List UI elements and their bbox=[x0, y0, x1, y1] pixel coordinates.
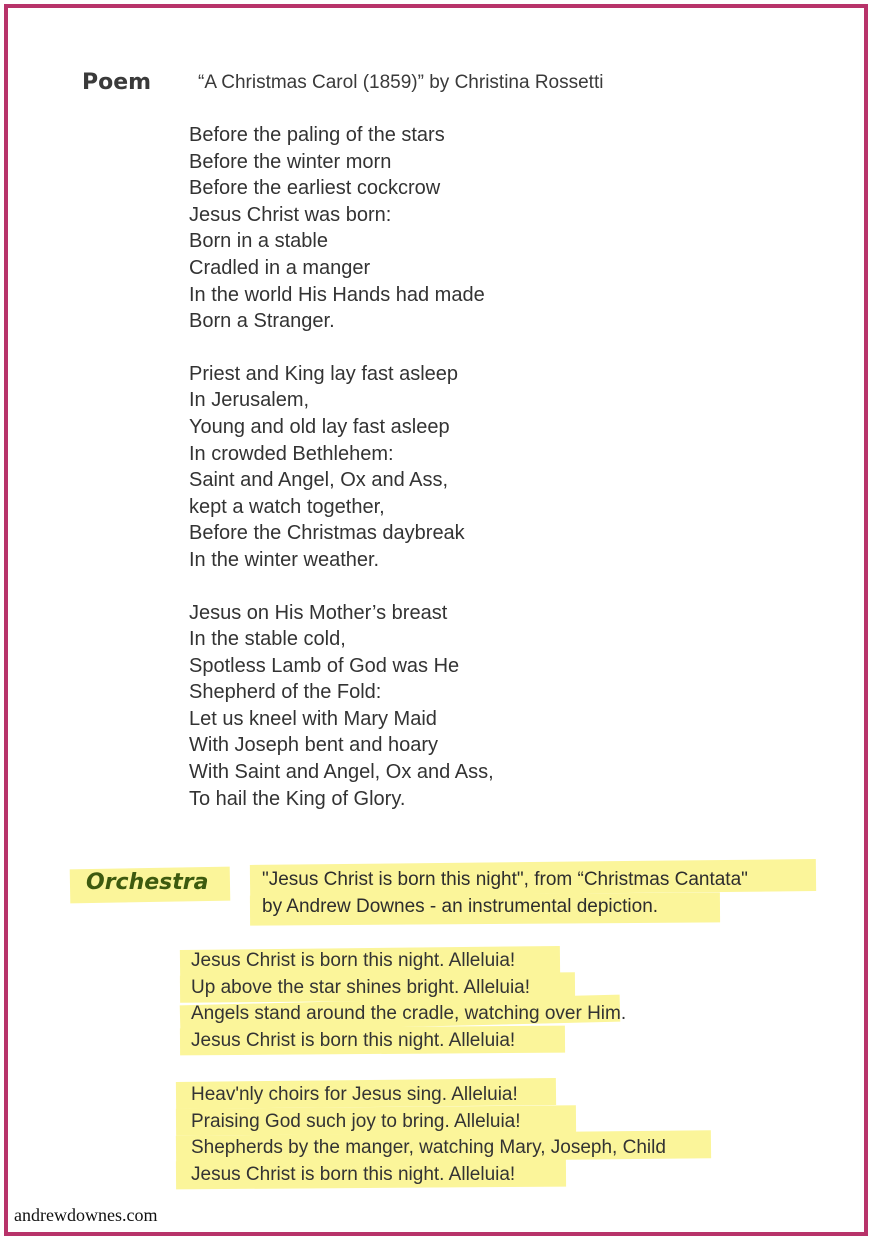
poem-line: Before the earliest cockcrow bbox=[189, 177, 441, 200]
lyric-line: Heav'nly choirs for Jesus sing. Alleluia! bbox=[191, 1084, 518, 1105]
poem-line: In the winter weather. bbox=[189, 548, 380, 571]
poem-line: Cradled in a manger bbox=[189, 256, 371, 279]
poem-stanza-3 bbox=[189, 600, 749, 813]
poem-line: Saint and Angel, Ox and Ass, bbox=[189, 469, 449, 492]
poem-line: In crowded Bethlehem: bbox=[189, 442, 394, 465]
poem-line: Shepherd of the Fold: bbox=[189, 681, 382, 704]
lyric-line: Jesus Christ is born this night. Alleluia! bbox=[191, 950, 516, 971]
poem-line: Before the Christmas daybreak bbox=[189, 522, 465, 545]
orchestra-title-line: by Andrew Downes - an instrumental depiction. bbox=[262, 896, 659, 917]
poem-line: With Saint and Angel, Ox and Ass, bbox=[189, 761, 494, 784]
poem-line: With Joseph bent and hoary bbox=[189, 734, 439, 757]
orchestra-title-line: "Jesus Christ is born this night", from “Christmas Cantata" bbox=[262, 869, 748, 890]
lyric-line: Shepherds by the manger, watching Mary, Joseph, Child bbox=[191, 1137, 666, 1158]
poem-line: Priest and King lay fast asleep bbox=[189, 362, 459, 385]
lyrics-stanza-2 bbox=[191, 1082, 831, 1188]
site-url: andrewdownes.com bbox=[14, 1205, 158, 1225]
poem-line: Let us kneel with Mary Maid bbox=[189, 707, 437, 730]
poem-line: Young and old lay fast asleep bbox=[189, 415, 450, 438]
poem-body bbox=[189, 122, 749, 838]
lyric-line: Angels stand around the cradle, watching over Him. bbox=[191, 1003, 627, 1024]
poem-line: Jesus Christ was born: bbox=[189, 203, 392, 226]
poem-line: Born in a stable bbox=[189, 230, 328, 253]
poem-line: To hail the King of Glory. bbox=[189, 787, 406, 810]
poem-line: In Jerusalem, bbox=[189, 389, 310, 412]
poem-line: Before the winter morn bbox=[189, 150, 392, 173]
poem-line: kept a watch together, bbox=[189, 495, 385, 518]
lyric-line: Jesus Christ is born this night. Alleluia! bbox=[191, 1163, 516, 1185]
lyric-line: Praising God such joy to bring. Alleluia! bbox=[191, 1110, 521, 1132]
poem-stanza-1 bbox=[189, 122, 749, 335]
lyric-line: Jesus Christ is born this night. Alleluia! bbox=[191, 1029, 516, 1051]
lyric-line: Up above the star shines bright. Alleluia! bbox=[191, 976, 531, 998]
poem-line: In the stable cold, bbox=[189, 628, 346, 651]
orchestra-lyrics bbox=[191, 948, 831, 1216]
poem-title: “A Christmas Carol (1859)” by Christina Rossetti bbox=[198, 72, 604, 93]
poem-line: Born a Stranger. bbox=[189, 310, 335, 333]
poem-line: Spotless Lamb of God was He bbox=[189, 654, 460, 677]
poem-line: Before the paling of the stars bbox=[189, 124, 445, 146]
poem-section-label: Poem bbox=[82, 70, 152, 95]
lyrics-stanza-1 bbox=[191, 948, 831, 1054]
poem-line: In the world His Hands had made bbox=[189, 283, 485, 306]
poem-stanza-2 bbox=[189, 361, 749, 574]
orchestra-section-label: Orchestra bbox=[86, 870, 209, 895]
poem-line: Jesus on His Mother’s breast bbox=[189, 601, 448, 624]
orchestra-title bbox=[262, 866, 748, 920]
